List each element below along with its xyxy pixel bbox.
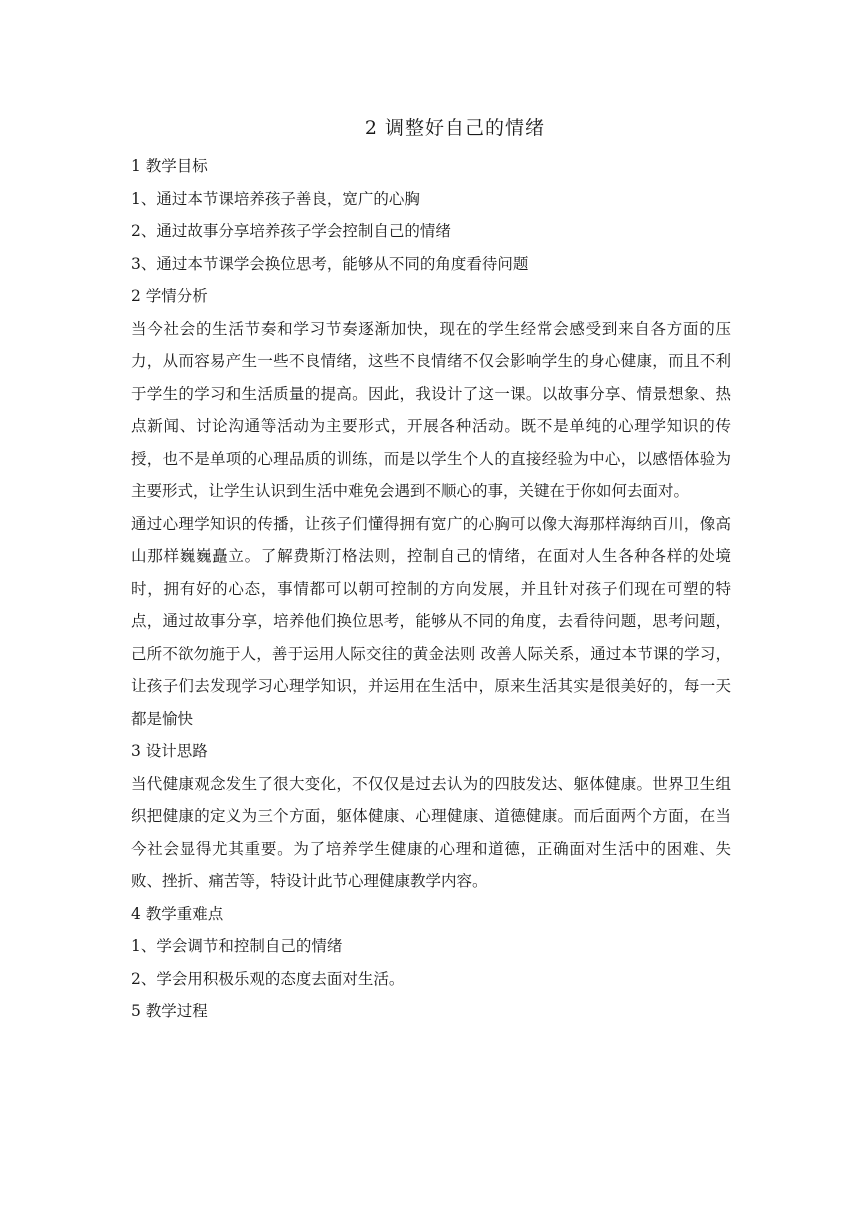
section-heading-design: 3 设计思路 — [131, 742, 208, 760]
design-paragraph: 当代健康观念发生了很大变化，不仅仅是过去认为的四肢发达、躯体健康。世界卫生组织把健康的定义为三个方面，躯体健康、心理健康、道德健康。而后面两个方面，在当今社会显得尤其重要。为了培养学生健康的心理和道德，正确面对生活中的困难、失败、挫折、痛苦等，特设计此节心理健康教学内容。 — [131, 774, 731, 890]
key-point-item: 2、学会用积极乐观的态度去面对生活。 — [131, 969, 405, 988]
document-body — [131, 150, 731, 1028]
section-heading-process: 5 教学过程 — [131, 1002, 208, 1020]
objective-item: 1、通过本节课培养孩子善良，宽广的心胸 — [131, 189, 420, 208]
section-heading-objectives: 1 教学目标 — [131, 157, 208, 175]
document-title: 2 调整好自己的情绪 — [364, 117, 546, 139]
section-heading-key-points: 4 教学重难点 — [131, 904, 224, 923]
objective-item: 3、通过本节课学会换位思考，能够从不同的角度看待问题 — [131, 254, 529, 273]
key-point-item: 1、学会调节和控制自己的情绪 — [131, 937, 343, 955]
analysis-paragraph: 当今社会的生活节奏和学习节奏逐渐加快，现在的学生经常会感受到来自各方面的压力，从而容易产生一些不良情绪，这些不良情绪不仅会影响学生的身心健康，而且不利于学生的学习和生活质量的提高。因此，我设计了这一课。以故事分享、情景想象、热点新闻、讨论沟通等活动为主要形式，开展各种活动。既不是单纯的心理学知识的传授，也不是单项的心理品质的训练，而是以学生个人的直接经验为中心，以感悟体验为主要形式，让学生认识到生活中难免会遇到不顺心的事，关键在于你如何去面对。 — [131, 319, 731, 500]
analysis-paragraph: 通过心理学知识的传播，让孩子们懂得拥有宽广的心胸可以像大海那样海纳百川，像高山那样巍巍矗立。了解费斯汀格法则，控制自己的情绪，在面对人生各种各样的处境时，拥有好的心态，事情都可以朝可控制的方向发展，并且针对孩子们现在可塑的特点，通过故事分享，培养他们换位思考，能够从不同的角度，去看待问题，思考问题，己所不欲勿施于人，善于运用人际交往的黄金法则 改善人际关系，通过本节课的学习，让孩子们去发现学习心理学知识，并运用在生活中，原来生活其实是很美好的，每一天都是愉快 — [131, 514, 731, 728]
section-heading-analysis: 2 学情分析 — [131, 287, 208, 305]
objective-item: 2、通过故事分享培养孩子学会控制自己的情绪 — [131, 222, 451, 240]
